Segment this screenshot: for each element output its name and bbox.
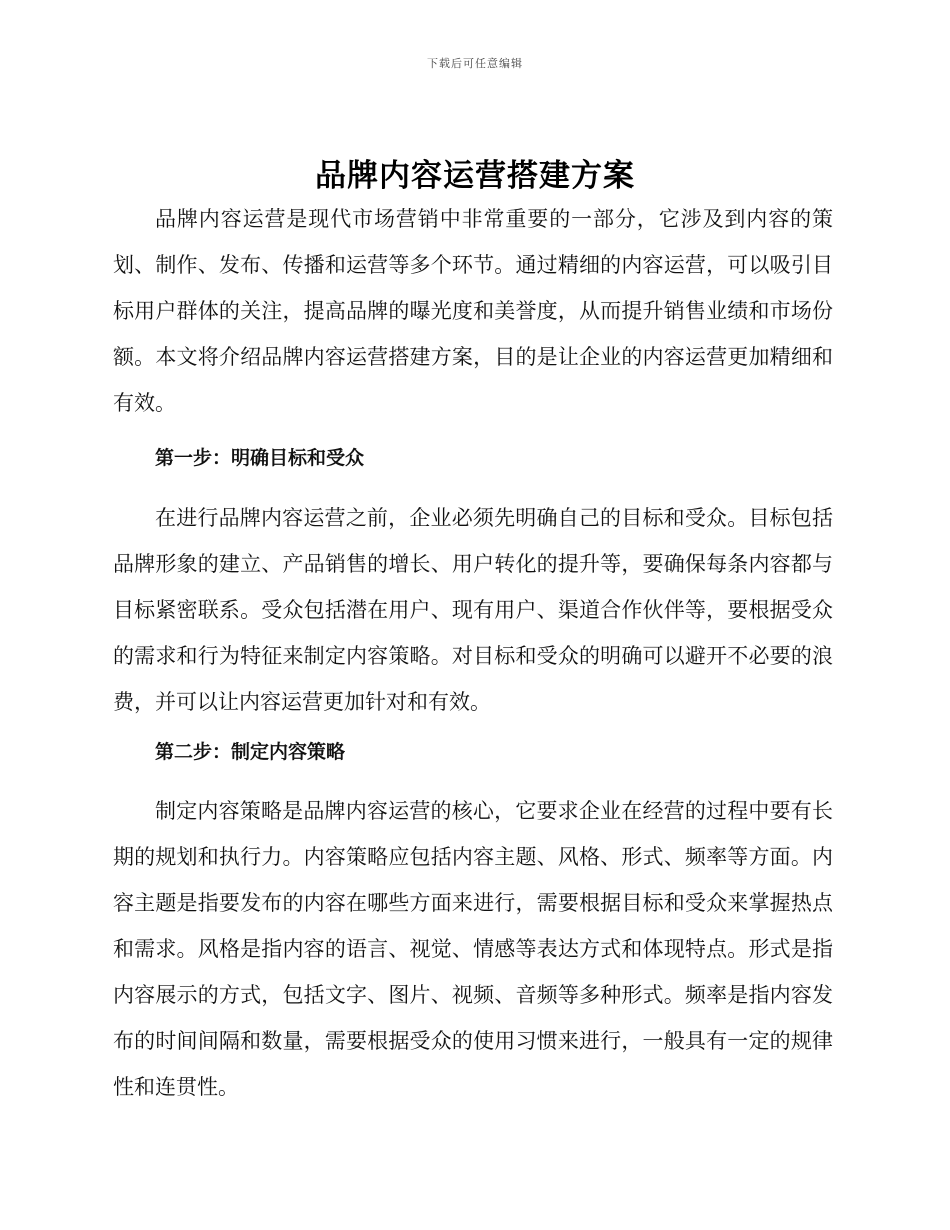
intro-paragraph: 品牌内容运营是现代市场营销中非常重要的一部分，它涉及到内容的策划、制作、发布、传播和运营等多个环节。通过精细的内容运营，可以吸引目标用户群体的关注，提高品牌的曝光度和美誉度，从而提升销售业绩和市场份额。本文将介绍品牌内容运营搭建方案，目的是让企业的内容运营更加精细和有效。 — [113, 207, 833, 415]
section-paragraph-step-2: 制定内容策略是品牌内容运营的核心，它要求企业在经营的过程中要有长期的规划和执行力。内容策略应包括内容主题、风格、形式、频率等方面。内容主题是指要发布的内容在哪些方面来进行，需要根据目标和受众来掌握热点和需求。风格是指内容的语言、视觉、情感等表达方式和体现特点。形式是指内容展示的方式，包括文字、图片、视频、音频等多种形式。频率是指内容发布的时间间隔和数量，需要根据受众的使用习惯来进行，一般具有一定的规律性和连贯性。 — [113, 799, 833, 1099]
header-note: 下载后可任意编辑 — [427, 57, 523, 70]
section-heading-step-2: 第二步：制定内容策略 — [155, 741, 346, 763]
document-title: 品牌内容运营搭建方案 — [315, 158, 635, 194]
section-paragraph-step-1: 在进行品牌内容运营之前，企业必须先明确自己的目标和受众。目标包括品牌形象的建立、产品销售的增长、用户转化的提升等，要确保每条内容都与目标紧密联系。受众包括潜在用户、现有用户、渠道合作伙伴等，要根据受众的需求和行为特征来制定内容策略。对目标和受众的明确可以避开不必要的浪费，并可以让内容运营更加针对和有效。 — [113, 506, 833, 714]
section-heading-step-1: 第一步：明确目标和受众 — [155, 447, 365, 469]
